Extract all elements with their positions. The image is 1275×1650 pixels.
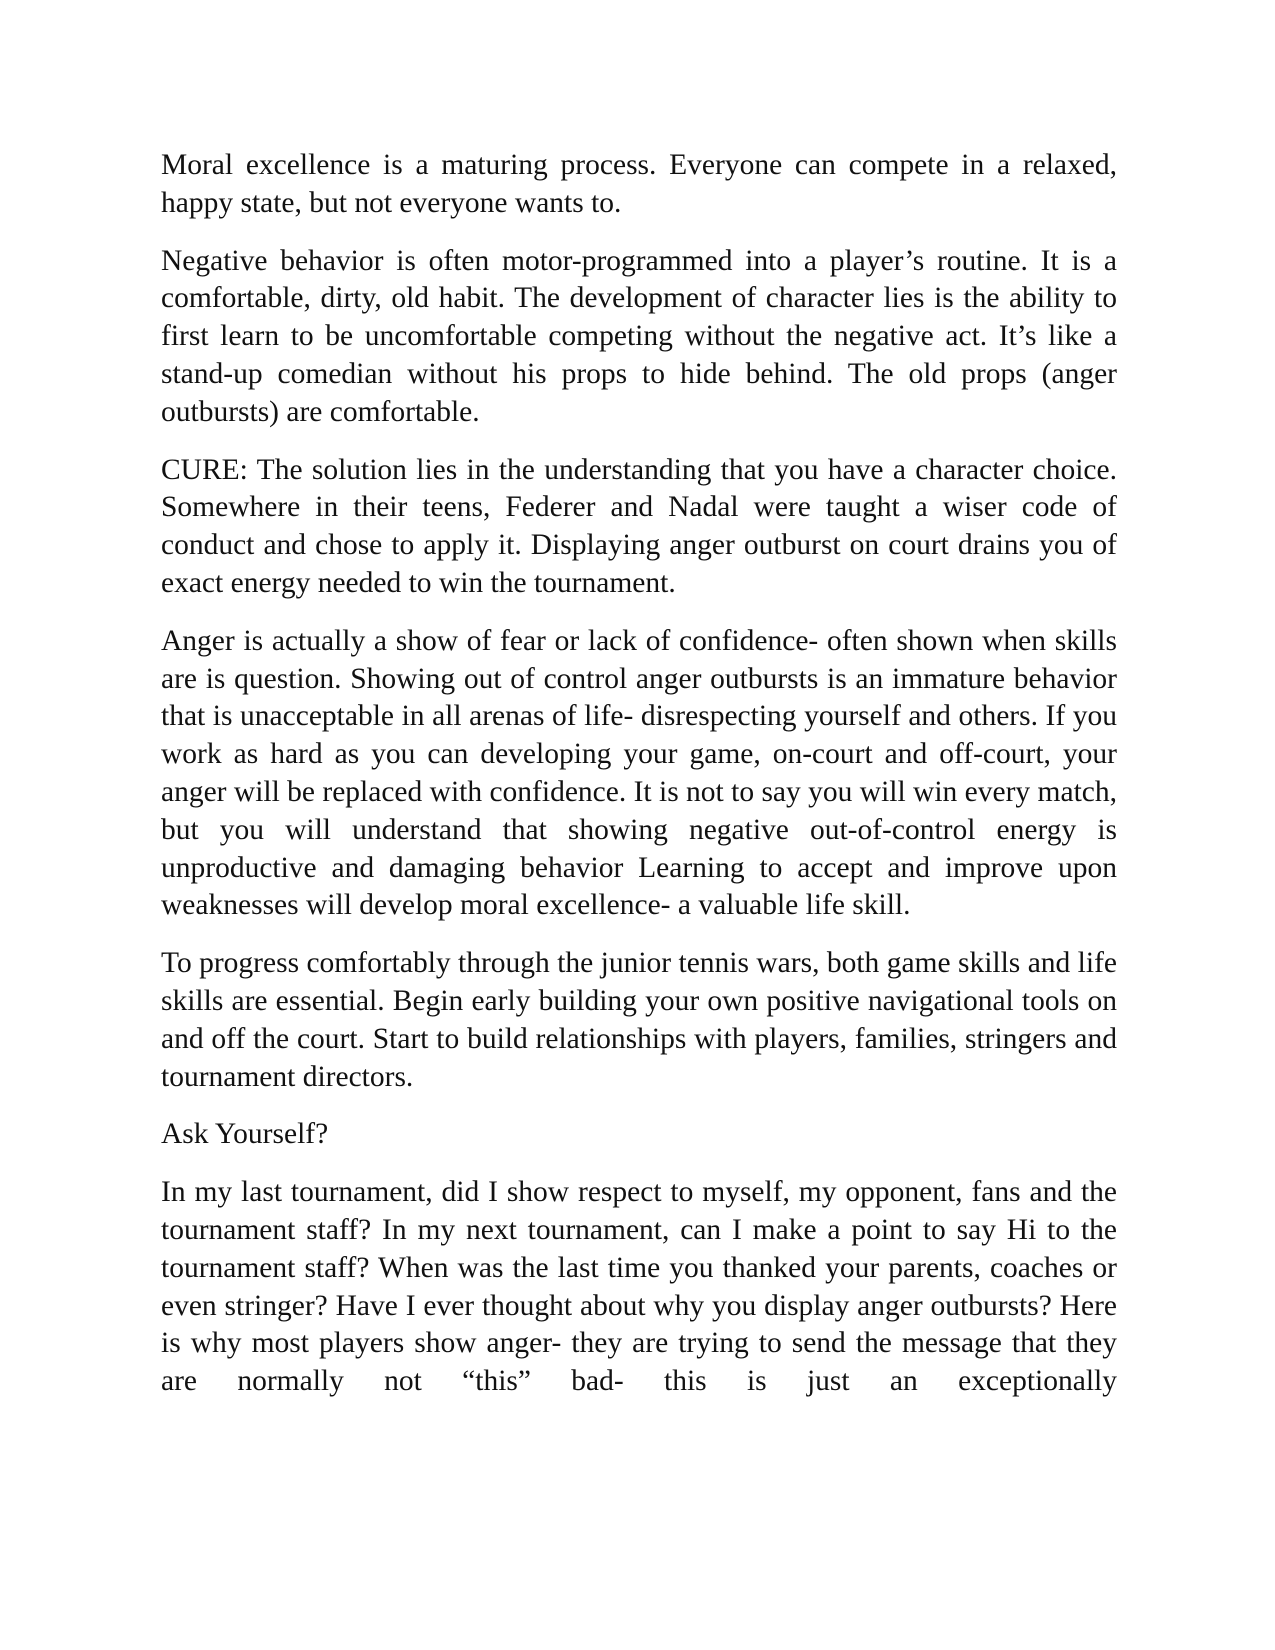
paragraph-moral-excellence: Moral excellence is a maturing process. Everyone can compete in a relaxed, happy state, but not everyone wants to. [161, 149, 1117, 219]
paragraph-anger: Anger is actually a show of fear or lack of confidence- often shown when skills are is question. Showing out of control anger outbursts is an immature behavior that is unacceptable in all arenas of life- disrespecting yourself and others. If you work as hard as you can developing your game, on-court and off-court, your anger will be replaced with confidence. It is not to say you will win every match, but you will understand that showing negative out-of-control energy is unproductive and damaging behavior Learning to accept and improve upon weaknesses will develop moral excellence- a valuable life skill. [161, 624, 1117, 922]
paragraph-negative-behavior: Negative behavior is often motor-programmed into a player’s routine. It is a comfortable, dirty, old habit. The development of character lies is the ability to first learn to be uncomfortable competing without the negative act. It’s like a stand-up comedian without his props to hide behind. The old props (anger outbursts) are comfortable. [161, 244, 1117, 428]
paragraph-progress: To progress comfortably through the junior tennis wars, both game skills and life skills are essential. Begin early building your own positive navigational tools on and off the court. Start to build relationships with players, families, stringers and tournament directors. [161, 947, 1117, 1093]
document-page [161, 147, 1117, 1421]
paragraph-questions: In my last tournament, did I show respect to myself, my opponent, fans and the tournament staff? In my next tournament, can I make a point to say Hi to the tournament staff? When was the last time you thanked your parents, coaches or even stringer? Have I ever thought about why you display anger outbursts? Here is why most players show anger- they are trying to send the message that they are normally not “this” bad- this is just an exceptionally [161, 1176, 1117, 1398]
heading-ask-yourself: Ask Yourself? [161, 1118, 329, 1151]
paragraph-cure: CURE: The solution lies in the understanding that you have a character choice. Somewhere in their teens, Federer and Nadal were taught a wiser code of conduct and chose to apply it. Displaying anger outburst on court drains you of exact energy needed to win the tournament. [161, 453, 1117, 599]
